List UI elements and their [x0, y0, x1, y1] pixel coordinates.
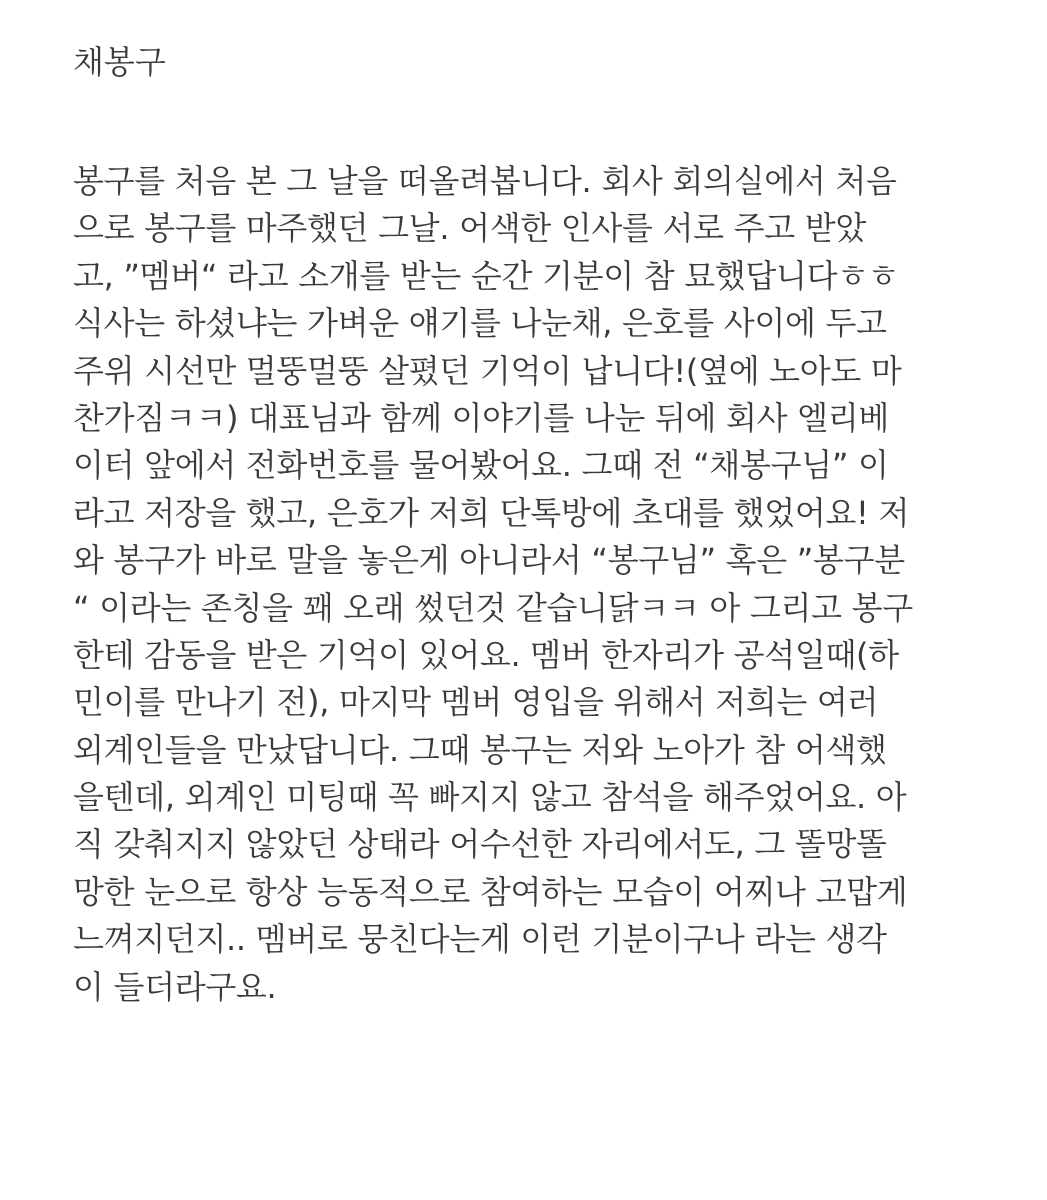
- note-line: 라고 저장을 했고, 은호가 저희 단톡방에 초대를 했었어요! 저: [73, 493, 910, 532]
- note-body: [73, 158, 973, 1011]
- note-line: 을텐데, 외계인 미팅때 꼭 빠지지 않고 참석을 해주었어요. 아: [73, 778, 907, 817]
- note-title: 채봉구: [73, 43, 166, 81]
- note-line: 봉구를 처음 본 그 날을 떠올려봅니다. 회사 회의실에서 처음: [73, 162, 897, 200]
- note-line: 찬가짐ㅋㅋ) 대표님과 함께 이야기를 나눈 뒤에 회사 엘리베: [73, 398, 889, 437]
- note-line: 와 봉구가 바로 말을 놓은게 아니라서 “봉구님” 혹은 ”봉구분: [73, 541, 905, 580]
- note-line: 느껴지던지.. 멤버로 뭉친다는게 이런 기분이구나 라는 생각: [73, 920, 887, 959]
- note-line: 망한 눈으로 항상 능동적으로 참여하는 모습이 어찌나 고맙게: [73, 872, 908, 911]
- note-line: 외계인들을 만났답니다. 그때 봉구는 저와 노아가 참 어색했: [73, 730, 887, 769]
- note-line: 식사는 하셨냐는 가벼운 얘기를 나눈채, 은호를 사이에 두고: [73, 304, 887, 343]
- note-line: 민이를 만나기 전), 마지막 멤버 영입을 위해서 저희는 여러: [73, 683, 879, 722]
- note-line: 이터 앞에서 전화번호를 물어봤어요. 그때 전 “채봉구님” 이: [73, 446, 889, 485]
- note-line: 으로 봉구를 마주했던 그날. 어색한 인사를 서로 주고 받았: [73, 209, 866, 248]
- note-line: 고, ”멤버“ 라고 소개를 받는 순간 기분이 참 묘했답니다ㅎㅎ: [73, 256, 899, 295]
- note-line: 주위 시선만 멀뚱멀뚱 살폈던 기억이 납니다!(옆에 노아도 마: [73, 351, 902, 390]
- note-line: 이 들더라구요.: [73, 967, 277, 1006]
- note-line: 한테 감동을 받은 기억이 있어요. 멤버 한자리가 공석일때(하: [73, 635, 899, 674]
- note-line: 직 갖춰지지 않았던 상태라 어수선한 자리에서도, 그 똘망똘: [73, 825, 887, 864]
- note-line: “ 이라는 존칭을 꽤 오래 썼던것 같습니닭ㅋㅋ 아 그리고 봉구: [73, 588, 913, 627]
